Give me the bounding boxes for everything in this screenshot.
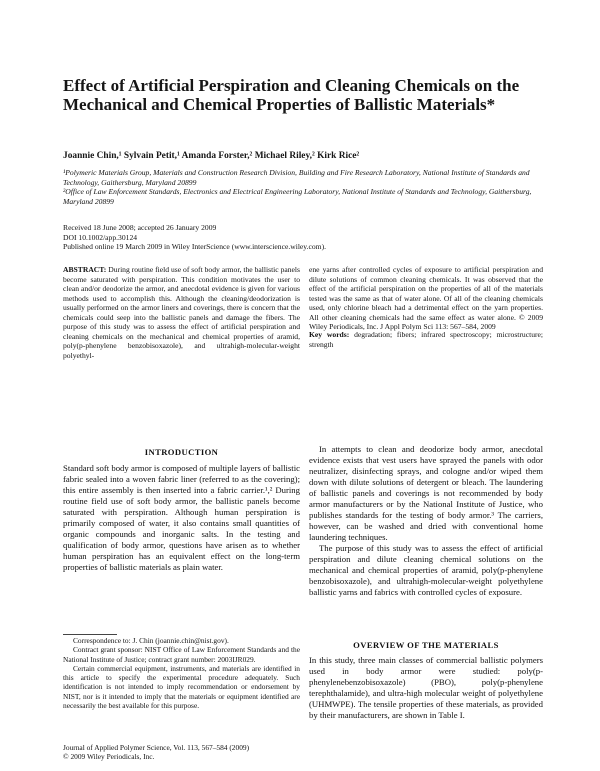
copyright: © 2009 Wiley Periodicals, Inc. (63, 752, 155, 762)
disclaimer-note: Certain commercial equipment, instruments, and materials are identified in this article to specify the experimental procedure adequately. Such identification is not intended to imply recommendation or endorsement by NIST, nor is it intended to imply that the materials or equipment identified are necessarily the best available for this purpose. (63, 663, 300, 711)
affiliations (63, 168, 543, 206)
author-list: Joannie Chin,¹ Sylvain Petit,¹ Amanda Forster,² Michael Riley,² Kirk Rice² (63, 151, 360, 161)
abstract-label: ABSTRACT: (63, 265, 107, 274)
affiliation-2: ²Office of Law Enforcement Standards, Electronics and Electrical Engineering Laboratory, National Institute of Standards and Technology, Gaithersburg, Maryland 20899 (63, 187, 532, 206)
introduction-paragraph-1: Standard soft body armor is composed of multiple layers of ballistic fabric sealed into a woven fabric liner (referred to as the covering); this entire assembly is then inserted into a fabric carrier.¹,² During routine field use of soft body armor, the ballistic panels become saturated with perspiration. Although human perspiration is primarily composed of water, it also contains small quantities of organic compounds and inorganic salts. In the testing and qualification of body armor, questions have arisen as to whether human perspiration has an equivalent effect on the long-term properties of ballistic materials as plain water. (63, 463, 300, 572)
journal-info (63, 743, 300, 762)
introduction-heading: INTRODUCTION (144, 447, 219, 457)
affiliation-1: ¹Polymeric Materials Group, Materials and Construction Research Division, Building and Fire Research Laboratory, National Institute of Standards and Technology, Gaithersburg, Maryland 20899 (63, 168, 530, 187)
overview-heading: OVERVIEW OF THE MATERIALS (353, 640, 499, 650)
journal-citation: Journal of Applied Polymer Science, Vol. 113, 567–584 (2009) (63, 743, 250, 752)
introduction-paragraph-3: The purpose of this study was to assess the effect of artificial perspiration and dilute cleaning chemical solutions on the mechanical and chemical properties of aramid, poly(p-phenylene benzobisoxazole), and ultrahigh-molecular-weight polyethylene ballistic yarns and fabrics with controlled cycles of exposure. (309, 543, 543, 597)
keywords-text: degradation; fibers; infrared spectroscopy; microstructure; strength (309, 330, 543, 349)
abstract-text-left: During routine field use of soft body armor, the ballistic panels become saturated with perspiration. This condition motivates the user to clean and/or deodorize the armor, and anecdotal evidence is given for various methods used to accomplish this. Although the cleaning/deodorization is usually performed on the armor liners and coverings, there is concern that the chemicals could seep into the ballistic panels and damage the fibers. The purpose of this study was to assess the effect of artificial perspiration and cleaning chemicals on the mechanical and chemical properties of aramid, poly(p-phenylene benzobisoxazole), and ultrahigh-molecular-weight polyethyl- (63, 265, 300, 360)
abstract-left (63, 265, 300, 360)
keywords-label: Key words: (309, 330, 350, 339)
article-title: Effect of Artificial Perspiration and Cleaning Chemicals on the Mechanical and Chemical Properties of Ballistic Materials* (63, 76, 520, 114)
introduction-paragraph-2: In attempts to clean and deodorize body armor, anecdotal evidence exists that vest users have sprayed the panels with odor neutralizer, disinfecting sprays, and cologne and/or wiped them down with dilute solutions of detergent or bleach. The laundering of ballistic panels and coverings is not recommended by body armor manufacturers or by the National Institute of Justice, who publishes standards for the testing of body armor.³ The carriers, however, can be washed and dried with conventional home laundering techniques. (309, 444, 543, 542)
footnotes (63, 636, 300, 710)
introduction-column-2 (309, 444, 543, 598)
overview-paragraph-1: In this study, three main classes of commercial ballistic polymers used in body armor were studied: poly(p-phenylenebenzobisoxazole) (PBO), poly(p-phenylene terephthalamide), and ultra-high molecular weight of polyethylene (UHMWPE). The tensile properties of these materials, as provided by their manufacturers, are shown in Table I. (309, 655, 543, 720)
abstract-right: ene yarns after controlled cycles of exposure to artificial perspiration and dilute solutions of common cleaning chemicals. It was observed that the effect of the artificial perspiration on the properties of all of the materials tested was the same as that of water alone. Of all of the cleaning chemicals used, only chlorine bleach had a detrimental effect on the yarn properties. All other cleaning chemicals had the same effect as water alone. © 2009 Wiley Periodicals, Inc. J Appl Polym Sci 113: 567–584, 2009 (309, 265, 543, 331)
received-dates: Received 18 June 2008; accepted 26 January 2009 (63, 223, 217, 232)
published-online: Published online 19 March 2009 in Wiley InterScience (www.interscience.wiley.com). (63, 242, 327, 252)
footnote-divider (63, 634, 117, 635)
correspondence-note: Correspondence to: J. Chin (joannie.chin@nist.gov). (73, 636, 229, 645)
grant-note: Contract grant sponsor: NIST Office of Law Enforcement Standards and the National Institute of Justice; contract grant number: 2003IJR029. (63, 645, 300, 664)
doi: DOI 10.1002/app.30124 (63, 232, 138, 242)
publication-history (63, 223, 543, 252)
keywords (309, 330, 543, 349)
